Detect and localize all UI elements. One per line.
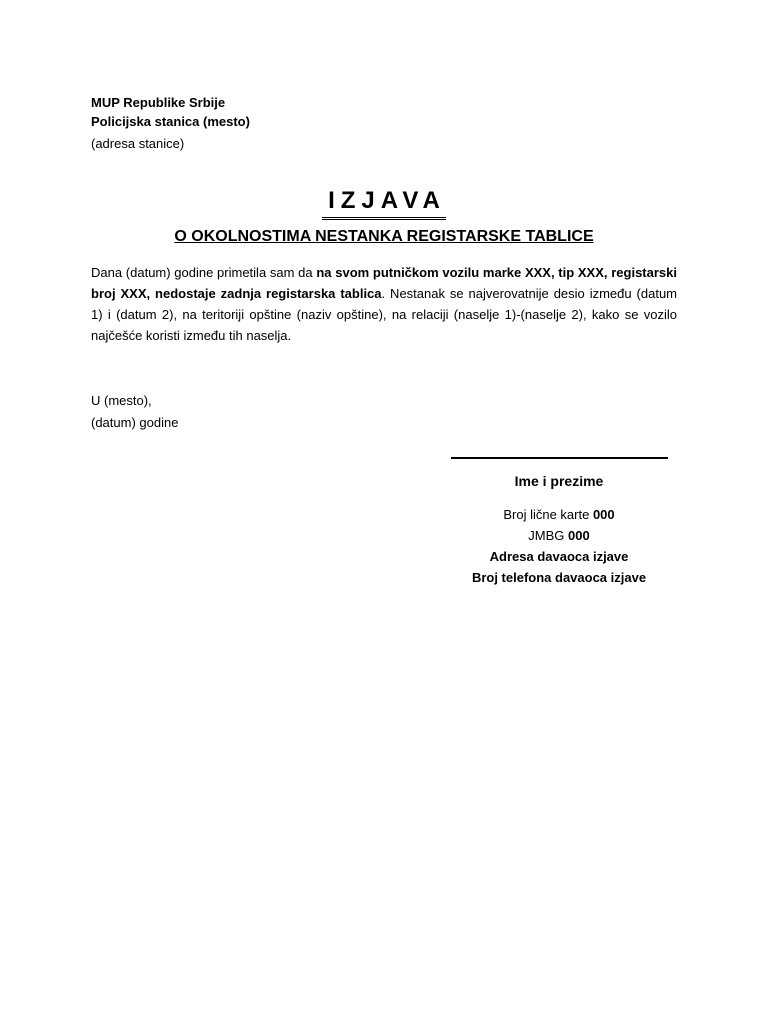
signatory-name: Ime i prezime — [514, 473, 604, 489]
document-title — [0, 186, 768, 220]
id-card-value: 000 — [592, 507, 615, 522]
title-text: IZJAVA — [322, 186, 446, 220]
header — [91, 93, 250, 153]
paragraph-vehicle-info: na svom putničkom vozilu marke XXX, tip XXX, registarski broj XXX, nedostaje zadnja registarska tablica — [91, 265, 677, 301]
document-subtitle — [0, 226, 768, 248]
paragraph-part-3: . Nestanak se najverovatnije desio između (datum 1) i (datum 2), na teritoriji opštine (naziv opštine), na relaciji (naselje 1)-(naselje 2), kako se vozilo najčešće koristi između tih naselja. — [91, 286, 678, 343]
signature-line — [451, 457, 668, 459]
signatory-address: Adresa davaoca izjave — [489, 549, 629, 564]
jmbg-value: 000 — [568, 528, 590, 543]
place: U (mesto), — [91, 393, 152, 408]
signatory-details — [443, 504, 675, 588]
id-card-label: Broj lične karte — [503, 507, 593, 522]
id-card-row — [443, 504, 675, 525]
place-and-date — [91, 390, 178, 434]
paragraph-part-1: Dana (datum) godine primetila sam da — [91, 265, 317, 280]
station-address: (adresa stanice) — [91, 136, 185, 151]
date: (datum) godine — [91, 415, 179, 430]
subtitle-text: O OKOLNOSTIMA NESTANKA REGISTARSKE TABLICE — [174, 228, 594, 245]
jmbg-row — [443, 525, 675, 546]
jmbg-label: JMBG — [528, 528, 569, 543]
signatory-phone: Broj telefona davaoca izjave — [471, 570, 647, 585]
signature-block — [443, 470, 675, 588]
statement-paragraph — [91, 262, 677, 346]
ministry-name: MUP Republike Srbije — [91, 95, 226, 110]
police-station: Policijska stanica (mesto) — [91, 114, 250, 129]
